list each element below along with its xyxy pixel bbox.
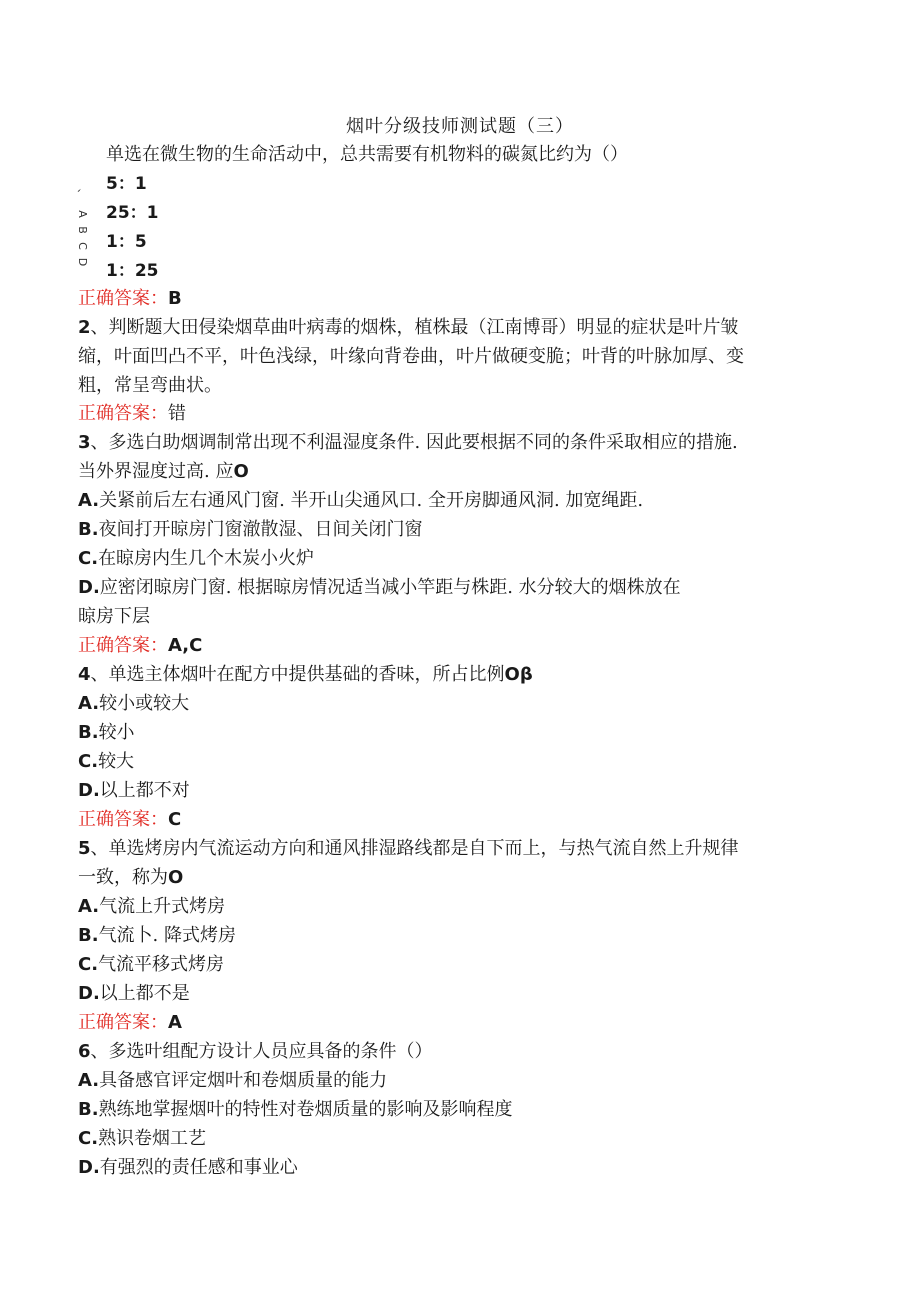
q5-option-d-text: 以上都不是: [99, 983, 190, 1004]
q3-answer-value: A,C: [168, 635, 203, 656]
q1-option-c: 1：5: [106, 232, 147, 252]
q1-stem: 单选在微生物的生命活动中，总共需要有机物料的碳氮比约为（）: [106, 144, 628, 165]
q4-stem-tail: Oβ: [504, 664, 533, 685]
q2-stem-line-3: 粗，常呈弯曲状。: [78, 375, 222, 396]
q6-option-c-text: 熟识卷烟工艺: [98, 1128, 207, 1149]
q3-option-a-text: 关紧前后左右通风门窗. 半开山尖通风口. 全开房脚通风洞. 加宽绳距.: [99, 490, 644, 511]
q6-number: 6: [78, 1041, 91, 1062]
q5-option-d-letter: D.: [78, 983, 100, 1004]
q1-option-a: 5：1: [106, 174, 147, 194]
q2-answer-value: 错: [168, 403, 186, 424]
q4-option-a-text: 较小或较大: [99, 693, 190, 714]
q4-answer-value: C: [168, 809, 182, 830]
q4-option-c: [78, 751, 134, 773]
q2-stem-line-2: 缩，叶面凹凸不平，叶色浅绿，叶缘向背卷曲，叶片做硬变脆；叶背的叶脉加厚、变: [78, 346, 744, 367]
q6-option-a-text: 具备感官评定烟叶和卷烟质量的能力: [99, 1070, 388, 1091]
q4-answer: [78, 809, 181, 831]
q3-option-b-letter: B.: [78, 519, 99, 540]
q4-option-c-text: 较大: [98, 751, 135, 772]
q6-option-a: [78, 1070, 387, 1092]
q3-option-a: [78, 490, 643, 512]
q4-stem: [78, 664, 533, 686]
q5-option-c: [78, 954, 224, 976]
document-title: 烟叶分级技师测试题（三）: [346, 116, 574, 137]
q6-option-c: [78, 1128, 206, 1150]
q2-number: 2: [78, 317, 91, 338]
q5-option-b-letter: B.: [78, 925, 99, 946]
q1-side-mark-b: B: [76, 226, 89, 234]
q5-option-b-text: 气流卜. 降式烤房: [98, 925, 237, 946]
q3-stem-line-1: [78, 432, 738, 454]
q5-option-d: [78, 983, 190, 1005]
q4-option-b-text: 较小: [98, 722, 135, 743]
q6-option-d-letter: D.: [78, 1157, 100, 1178]
q4-number-sep: 、: [90, 664, 109, 685]
q3-number: 3: [78, 432, 91, 453]
q1-side-mark-sep: 、: [76, 188, 89, 200]
q4-number: 4: [78, 664, 91, 685]
q6-option-b-letter: B.: [78, 1099, 99, 1120]
q3-option-d: [78, 577, 681, 599]
q3-stem-line-2: [78, 461, 249, 483]
q1-side-marks: [74, 186, 90, 276]
q3-option-d-continued: 晾房下层: [78, 606, 150, 627]
q4-option-d: [78, 780, 190, 802]
q3-answer-label: 正确答案：: [78, 635, 168, 656]
q6-option-d-text: 有强烈的责任感和事业心: [99, 1157, 298, 1178]
q6-option-c-letter: C.: [78, 1128, 99, 1149]
q1-side-mark-a: A: [76, 210, 89, 218]
q3-option-a-letter: A.: [78, 490, 100, 511]
q6-number-sep: 、: [90, 1041, 109, 1062]
q5-option-c-text: 气流平移式烤房: [98, 954, 225, 975]
q6-option-d: [78, 1157, 298, 1179]
q3-stem-tail: O: [233, 461, 249, 482]
q5-number: 5: [78, 838, 91, 859]
q1-answer-value: B: [168, 288, 182, 309]
q4-option-d-letter: D.: [78, 780, 100, 801]
q1-option-b: 25：1: [106, 203, 159, 223]
q4-option-b-letter: B.: [78, 722, 99, 743]
q3-stem-text-1: 多选白助烟调制常出现不利温湿度条件. 因此要根据不同的条件采取相应的措施.: [108, 432, 738, 453]
q3-number-sep: 、: [90, 432, 109, 453]
q4-option-c-letter: C.: [78, 751, 99, 772]
q3-option-b: [78, 519, 423, 541]
q5-option-a: [78, 896, 225, 918]
q1-option-d: 1：25: [106, 261, 159, 281]
q6-stem-text: 多选叶组配方设计人员应具备的条件（）: [108, 1041, 433, 1062]
q1-side-mark-d: D: [76, 257, 89, 267]
q5-answer-value: A: [168, 1012, 182, 1033]
q5-option-c-letter: C.: [78, 954, 99, 975]
q1-answer: [78, 288, 182, 310]
q3-option-c-letter: C.: [78, 548, 99, 569]
q1-side-mark-c: C: [76, 242, 89, 250]
q5-option-b: [78, 925, 236, 947]
q3-option-c: [78, 548, 314, 570]
q5-stem-line-1: [78, 838, 739, 860]
q5-stem-tail: O: [168, 867, 184, 888]
q3-option-b-text: 夜间打开晾房门窗澈散湿、日间关闭门窗: [98, 519, 423, 540]
q5-number-sep: 、: [90, 838, 109, 859]
q3-stem-text-2: 当外界湿度过高. 应: [78, 461, 234, 482]
q4-stem-text: 单选主体烟叶在配方中提供基础的香味，所占比例: [108, 664, 505, 685]
q2-answer: [78, 403, 186, 425]
q5-stem-text-1: 单选烤房内气流运动方向和通风排湿路线都是自下而上，与热气流自然上升规律: [108, 838, 739, 859]
q5-option-a-text: 气流上升式烤房: [99, 896, 226, 917]
q6-option-a-letter: A.: [78, 1070, 100, 1091]
q5-answer: [78, 1012, 182, 1034]
q3-option-c-text: 在晾房内生几个木炭小火炉: [98, 548, 315, 569]
q6-stem: [78, 1041, 433, 1063]
q5-stem-text-2: 一致，称为: [78, 867, 168, 888]
q4-answer-label: 正确答案：: [78, 809, 168, 830]
q5-answer-label: 正确答案：: [78, 1012, 168, 1033]
q3-option-d-letter: D.: [78, 577, 100, 598]
q2-number-sep: 、: [90, 317, 109, 338]
q3-answer: [78, 635, 202, 657]
q6-option-b: [78, 1099, 513, 1121]
q4-option-a-letter: A.: [78, 693, 100, 714]
q4-option-a: [78, 693, 189, 715]
q5-stem-line-2: [78, 867, 183, 889]
q5-option-a-letter: A.: [78, 896, 100, 917]
q4-option-d-text: 以上都不对: [99, 780, 190, 801]
q3-option-d-text: 应密闭晾房门窗. 根据晾房情况适当减小竿距与株距. 水分较大的烟株放在: [99, 577, 681, 598]
q6-option-b-text: 熟练地掌握烟叶的特性对卷烟质量的影响及影响程度: [98, 1099, 513, 1120]
q1-answer-label: 正确答案：: [78, 288, 168, 309]
q2-answer-label: 正确答案：: [78, 403, 168, 424]
q2-stem-text-1: 判断题大田侵染烟草曲叶病毒的烟株，植株最（江南博哥）明显的症状是叶片皱: [108, 317, 739, 338]
q4-option-b: [78, 722, 135, 744]
q2-stem-line-1: [78, 317, 739, 339]
